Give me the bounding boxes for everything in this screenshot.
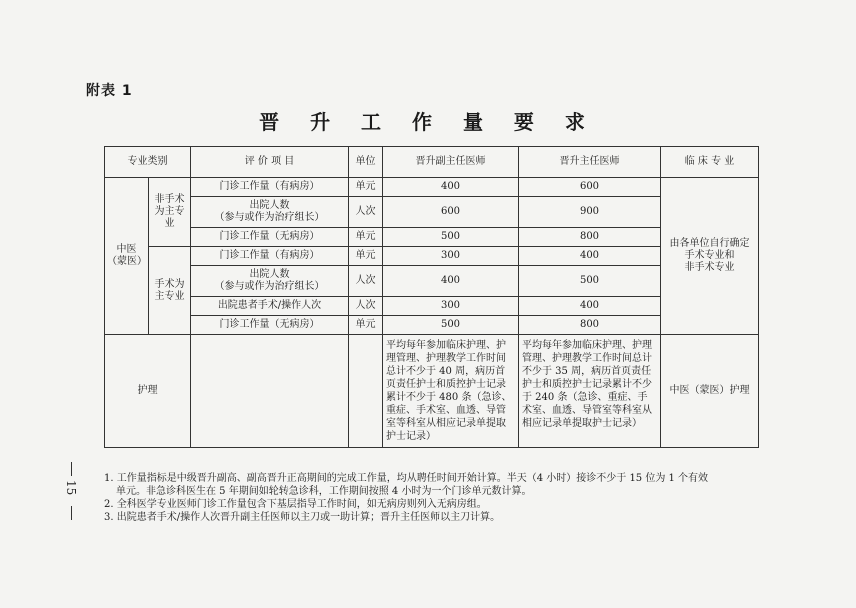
- footnotes: [104, 472, 764, 524]
- category-tcm: 中医 （蒙医）: [105, 178, 149, 335]
- header-chief: 晋升主任医师: [519, 147, 661, 178]
- table-row-nursing: [105, 335, 759, 448]
- header-item: 评 价 项 目: [191, 147, 349, 178]
- chief-value: 500: [519, 266, 661, 297]
- header-category: 专业类别: [105, 147, 191, 178]
- footnote-1-cont: 单元。非急诊科医生在 5 年期间如轮转急诊科，工作期间按照 4 小时为一个门诊单元数计算。: [116, 486, 532, 497]
- item-cell: 出院人数 （参与或作为治疗组长）: [191, 266, 349, 297]
- workload-table: [104, 146, 759, 448]
- deputy-value: 500: [383, 316, 519, 335]
- unit-cell-empty: [349, 335, 383, 448]
- deputy-value: 400: [383, 266, 519, 297]
- chief-value: 800: [519, 228, 661, 247]
- header-clinical-specialty: 临 床 专 业: [661, 147, 759, 178]
- chief-value: 800: [519, 316, 661, 335]
- table-row: [105, 178, 759, 197]
- unit-cell: 单元: [349, 247, 383, 266]
- chief-value: 400: [519, 247, 661, 266]
- item-cell: 出院人数 （参与或作为治疗组长）: [191, 197, 349, 228]
- group-surgical: 手术为 主专业: [149, 247, 191, 335]
- item-cell-empty: [191, 335, 349, 448]
- header-unit: 单位: [349, 147, 383, 178]
- clinical-specialty-tcm: 由各单位自行确定 手术专业和 非手术专业: [661, 178, 759, 335]
- item-cell: 门诊工作量（无病房）: [191, 228, 349, 247]
- chief-value: 600: [519, 178, 661, 197]
- unit-cell: 人次: [349, 266, 383, 297]
- item-cell: 门诊工作量（有病房）: [191, 178, 349, 197]
- footnote-2: 2. 全科医学专业医师门诊工作量包含下基层指导工作时间，如无病房则列入无病房组。: [104, 499, 487, 510]
- item-cell: 门诊工作量（有病房）: [191, 247, 349, 266]
- nursing-chief-requirement: 平均每年参加临床护理、护理管理、护理教学工作时间总计不少于 35 周，病历首页责任护士和质控护士记录累计不少于 240 条（急诊、重症、手术室、血透、导管室等科室从相应记录单提取护士记录）: [519, 335, 661, 448]
- group-nonsurgical: 非手术 为主专业: [149, 178, 191, 247]
- table-row: [105, 316, 759, 335]
- chief-value: 400: [519, 297, 661, 316]
- deputy-value: 600: [383, 197, 519, 228]
- item-cell: 出院患者手术/操作人次: [191, 297, 349, 316]
- footnote-3: 3. 出院患者手术/操作人次晋升副主任医师以主刀或一助计算；晋升主任医师以主刀计算。: [104, 512, 501, 523]
- footnote-1: 1. 工作量指标是中级晋升副高、副高晋升正高期间的完成工作量，均从聘任时间开始计算。半天（4 小时）接诊不少于 15 位为 1 个有效: [104, 473, 709, 484]
- table-header-row: [105, 147, 759, 178]
- page-number-rule-bottom: [71, 506, 72, 520]
- unit-cell: 单元: [349, 316, 383, 335]
- table-row: [105, 228, 759, 247]
- item-cell: 门诊工作量（无病房）: [191, 316, 349, 335]
- unit-cell: 人次: [349, 297, 383, 316]
- header-deputy-chief: 晋升副主任医师: [383, 147, 519, 178]
- category-nursing: 护理: [105, 335, 191, 448]
- table-row: [105, 197, 759, 228]
- page-number: 15: [64, 480, 78, 496]
- page-title: 晋 升 工 作 量 要 求: [259, 110, 597, 134]
- deputy-value: 300: [383, 297, 519, 316]
- deputy-value: 500: [383, 228, 519, 247]
- unit-cell: 人次: [349, 197, 383, 228]
- deputy-value: 400: [383, 178, 519, 197]
- chief-value: 900: [519, 197, 661, 228]
- unit-cell: 单元: [349, 228, 383, 247]
- nursing-specialty: 中医（蒙医）护理: [661, 335, 759, 448]
- nursing-deputy-requirement: 平均每年参加临床护理、护理管理、护理教学工作时间总计不少于 40 周，病历首页责任护士和质控护士记录累计不少于 480 条（急诊、重症、手术室、血透、导管室等科室从相应记录单提取护士记录）: [383, 335, 519, 448]
- unit-cell: 单元: [349, 178, 383, 197]
- deputy-value: 300: [383, 247, 519, 266]
- appendix-label: 附表 1: [86, 83, 133, 99]
- table-row: [105, 247, 759, 266]
- page-number-rule-top: [71, 462, 72, 476]
- table-row: [105, 297, 759, 316]
- table-row: [105, 266, 759, 297]
